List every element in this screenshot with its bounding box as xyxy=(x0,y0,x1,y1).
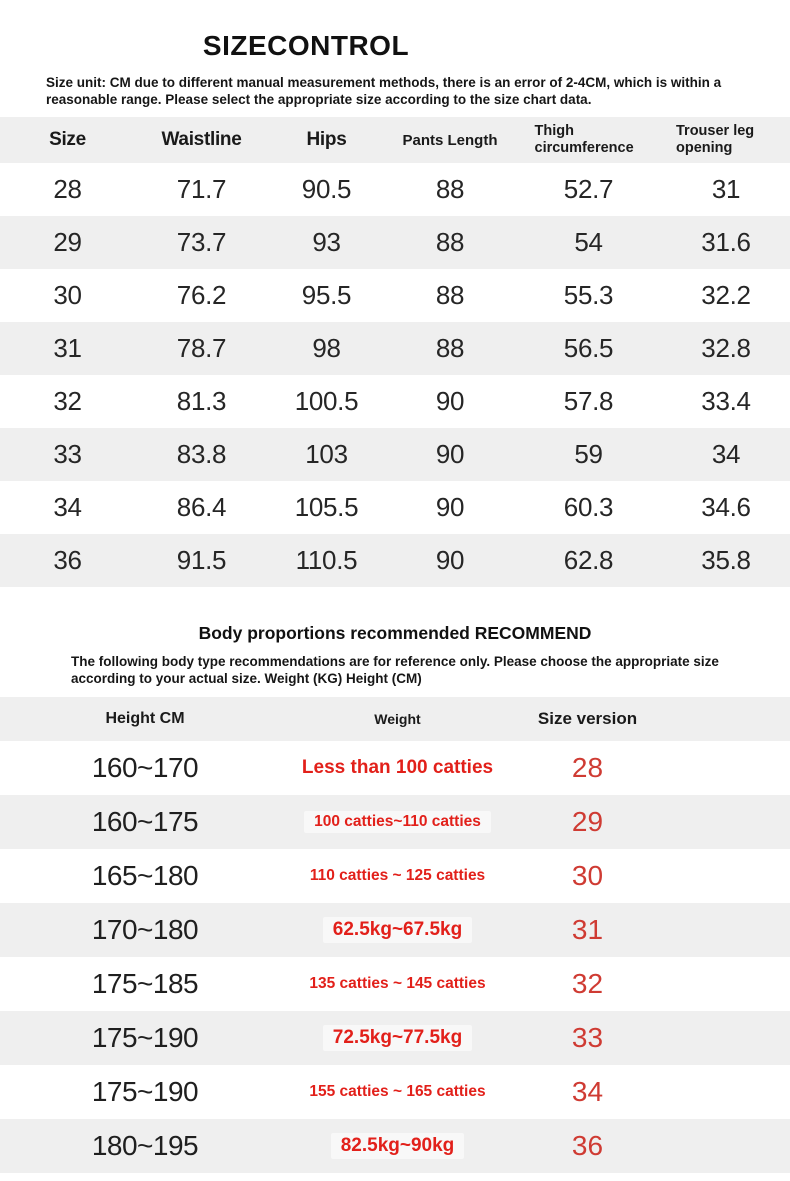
column-header-height-cm: Height CM xyxy=(105,710,185,727)
cell-weight-range-label: Less than 100 catties xyxy=(292,755,503,781)
column-header-thigh-circumference xyxy=(515,123,662,157)
recommend-section-title: Body proportions recommended RECOMMEND xyxy=(198,623,592,643)
size-table-header xyxy=(0,117,790,163)
cell-weight-range-label: 155 catties ~ 165 catties xyxy=(299,1081,495,1103)
cell-size: 28 xyxy=(53,174,82,204)
cell-size-version: 30 xyxy=(571,860,604,891)
table-row xyxy=(0,375,790,428)
cell-weight-range xyxy=(290,973,505,995)
table-row xyxy=(0,481,790,534)
cell-size-version: 31 xyxy=(571,914,604,945)
cell-height-range: 180~195 xyxy=(91,1130,199,1161)
cell-weight-range-label: 72.5kg~77.5kg xyxy=(323,1025,472,1051)
cell-weight-range xyxy=(290,755,505,781)
cell-size: 33 xyxy=(53,439,82,469)
table-row xyxy=(0,849,790,903)
cell-size: 29 xyxy=(53,227,82,257)
cell-weight-range-label: 82.5kg~90kg xyxy=(331,1133,465,1159)
cell-weight-range xyxy=(290,1133,505,1159)
table-row xyxy=(0,322,790,375)
column-header-trouser-leg-opening xyxy=(662,123,790,157)
cell-thigh: 54 xyxy=(574,227,603,257)
cell-thigh: 62.8 xyxy=(563,545,614,575)
table-row xyxy=(0,1065,790,1119)
cell-pants-length: 90 xyxy=(435,386,465,416)
table-row xyxy=(0,163,790,216)
cell-weight-range xyxy=(290,917,505,943)
cell-waistline: 71.7 xyxy=(176,174,227,204)
cell-pants-length: 88 xyxy=(435,227,465,257)
page-title: SIZECONTROL xyxy=(202,30,410,61)
cell-waistline: 73.7 xyxy=(176,227,227,257)
cell-waistline: 78.7 xyxy=(176,333,227,363)
table-row xyxy=(0,1119,790,1173)
cell-weight-range xyxy=(290,1081,505,1103)
cell-size-version: 28 xyxy=(571,752,604,783)
cell-hips: 105.5 xyxy=(294,492,359,522)
table-row xyxy=(0,216,790,269)
cell-pants-length: 90 xyxy=(435,492,465,522)
cell-waistline: 91.5 xyxy=(176,545,227,575)
cell-height-range: 160~175 xyxy=(91,806,199,837)
cell-hips: 100.5 xyxy=(294,386,359,416)
cell-height-range: 175~190 xyxy=(91,1076,199,1107)
cell-size-version: 36 xyxy=(571,1130,604,1161)
cell-leg-opening: 33.4 xyxy=(701,386,751,416)
recommend-disclaimer: The following body type recommendations are for reference only. Please choose the appropriate size according to your actual size. Weight (KG) Height (CM) xyxy=(71,654,719,686)
cell-leg-opening: 34.6 xyxy=(701,492,751,522)
cell-thigh: 59 xyxy=(574,439,603,469)
cell-leg-opening: 31 xyxy=(711,174,741,204)
cell-size: 30 xyxy=(53,280,82,310)
cell-height-range: 170~180 xyxy=(91,914,199,945)
cell-weight-range xyxy=(290,1025,505,1051)
cell-thigh: 60.3 xyxy=(563,492,614,522)
table-row xyxy=(0,428,790,481)
cell-weight-range-label: 100 catties~110 catties xyxy=(304,811,491,833)
size-table xyxy=(0,117,790,587)
cell-weight-range xyxy=(290,811,505,833)
cell-waistline: 81.3 xyxy=(176,386,227,416)
cell-size-version: 29 xyxy=(571,806,604,837)
table-row xyxy=(0,903,790,957)
cell-hips: 95.5 xyxy=(301,280,352,310)
table-row xyxy=(0,957,790,1011)
cell-leg-opening: 31.6 xyxy=(701,227,751,257)
cell-size: 31 xyxy=(53,333,82,363)
cell-hips: 98 xyxy=(312,333,341,363)
cell-size-version: 32 xyxy=(571,968,604,999)
column-header-thigh-circumference-label: Thigh circumference xyxy=(534,123,634,156)
cell-leg-opening: 35.8 xyxy=(701,545,751,575)
cell-pants-length: 88 xyxy=(435,333,465,363)
cell-pants-length: 88 xyxy=(435,280,465,310)
column-header-hips: Hips xyxy=(306,129,347,150)
table-row xyxy=(0,269,790,322)
cell-thigh: 52.7 xyxy=(563,174,614,204)
column-header-waistline: Waistline xyxy=(161,129,242,150)
cell-hips: 110.5 xyxy=(295,545,358,575)
table-row xyxy=(0,1011,790,1065)
column-header-trouser-leg-opening-label: Trouser leg opening xyxy=(676,123,755,156)
column-header-pants-length: Pants Length xyxy=(402,131,498,149)
cell-size: 34 xyxy=(53,492,82,522)
cell-pants-length: 88 xyxy=(435,174,465,204)
cell-pants-length: 90 xyxy=(435,439,465,469)
recommend-table xyxy=(0,697,790,1173)
column-header-weight: Weight xyxy=(374,711,421,727)
cell-thigh: 55.3 xyxy=(563,280,614,310)
cell-size: 32 xyxy=(53,386,82,416)
cell-hips: 103 xyxy=(305,439,348,469)
cell-thigh: 57.8 xyxy=(563,386,614,416)
cell-hips: 93 xyxy=(312,227,341,257)
cell-size: 36 xyxy=(53,545,82,575)
table-row xyxy=(0,795,790,849)
cell-weight-range-label: 62.5kg~67.5kg xyxy=(323,917,472,943)
cell-height-range: 165~180 xyxy=(91,860,199,891)
cell-leg-opening: 32.8 xyxy=(701,333,751,363)
table-row xyxy=(0,534,790,587)
column-header-size-version: Size version xyxy=(537,709,638,728)
cell-waistline: 86.4 xyxy=(176,492,227,522)
cell-size-version: 33 xyxy=(571,1022,604,1053)
recommend-table-header xyxy=(0,697,790,741)
cell-thigh: 56.5 xyxy=(563,333,614,363)
cell-height-range: 175~185 xyxy=(91,968,199,999)
cell-weight-range-label: 110 catties ~ 125 catties xyxy=(300,865,495,887)
cell-height-range: 175~190 xyxy=(91,1022,199,1053)
size-unit-disclaimer: Size unit: CM due to different manual measurement methods, there is an error of 2-4CM, which is within a reasonable range. Please select the appropriate size according to the size chart data. xyxy=(46,75,722,107)
cell-leg-opening: 34 xyxy=(711,439,741,469)
cell-waistline: 83.8 xyxy=(176,439,227,469)
cell-pants-length: 90 xyxy=(435,545,465,575)
cell-height-range: 160~170 xyxy=(91,752,199,783)
cell-hips: 90.5 xyxy=(301,174,352,204)
table-row xyxy=(0,741,790,795)
cell-weight-range-label: 135 catties ~ 145 catties xyxy=(299,973,495,995)
cell-size-version: 34 xyxy=(571,1076,604,1107)
cell-weight-range xyxy=(290,865,505,887)
cell-leg-opening: 32.2 xyxy=(701,280,751,310)
cell-waistline: 76.2 xyxy=(176,280,227,310)
column-header-size: Size xyxy=(49,129,86,150)
